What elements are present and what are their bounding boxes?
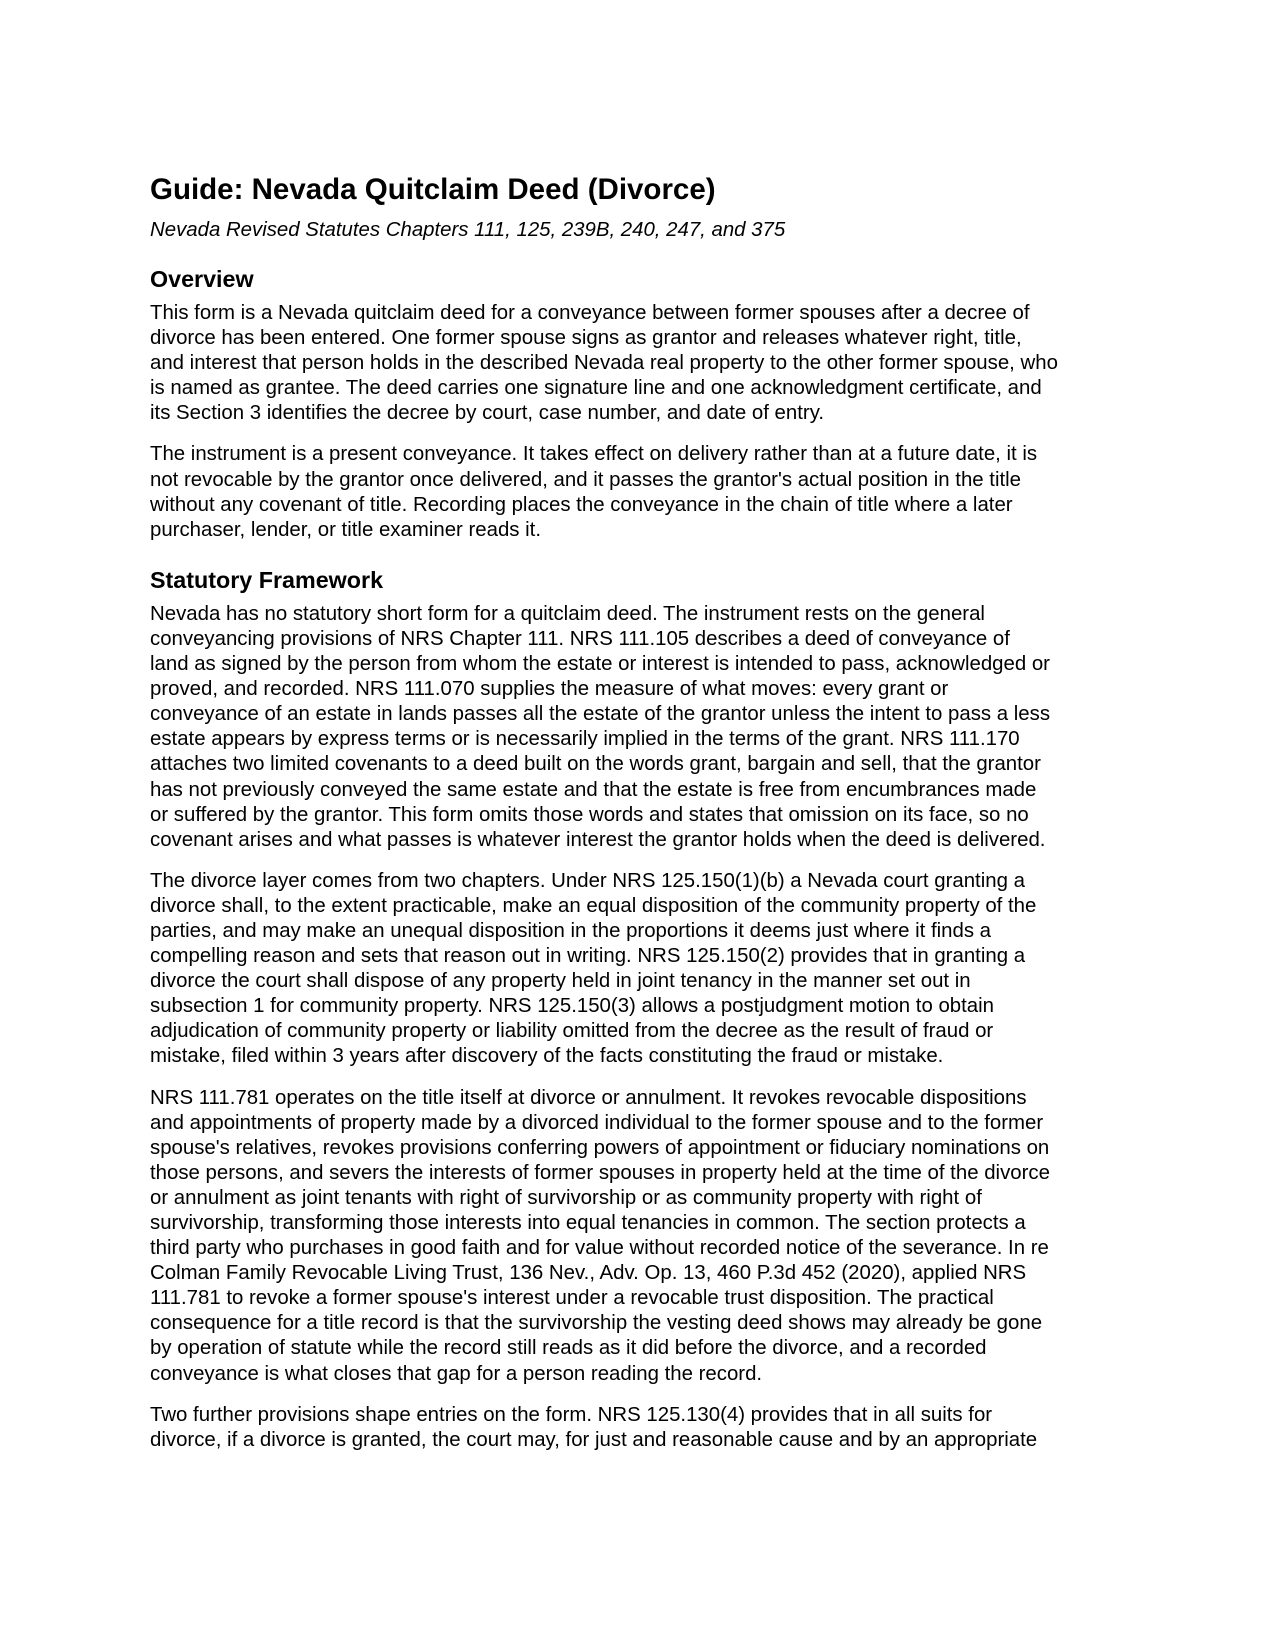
- paragraph-line: conveyancing provisions of NRS Chapter 111. NRS 111.105 describes a deed of conveyance of: [150, 627, 1010, 650]
- paragraph-line: adjudication of community property or liability omitted from the decree as the result of fraud or: [150, 1020, 994, 1043]
- paragraph-line: conveyance of an estate in lands passes all the estate of the grantor unless the intent to pass a less: [150, 703, 1051, 726]
- paragraph: [150, 1086, 1125, 1387]
- paragraph: [150, 869, 1125, 1070]
- paragraph-line: mistake, filed within 3 years after discovery of the facts constituting the fraud or mistake.: [150, 1045, 944, 1068]
- paragraph-line: divorce shall, to the extent practicable, make an equal disposition of the community property of the: [150, 894, 1037, 917]
- paragraph-line: those persons, and severs the interests of former spouses in property held at the time of the divorce: [150, 1161, 1050, 1184]
- paragraph-line: compelling reason and sets that reason out in writing. NRS 125.150(2) provides that in granting a: [150, 945, 1026, 968]
- paragraph-line: consequence for a title record is that the survivorship the vesting deed shows may already be gone: [150, 1312, 1043, 1335]
- paragraph-line: third party who purchases in good faith and for value without recorded notice of the severance. In re: [150, 1237, 1049, 1260]
- section-statutory-framework: [150, 565, 1125, 1453]
- paragraph-line: NRS 111.781 operates on the title itself at divorce or annulment. It revokes revocable dispositions: [150, 1086, 1027, 1109]
- paragraph-line: land as signed by the person from whom the estate or interest is intended to pass, acknowledged or: [150, 653, 1050, 676]
- paragraph-line: The divorce layer comes from two chapters. Under NRS 125.150(1)(b) a Nevada court granting a: [150, 869, 1025, 892]
- document-subtitle: Nevada Revised Statutes Chapters 111, 125, 239B, 240, 247, and 375: [150, 219, 786, 241]
- paragraph-line: its Section 3 identifies the decree by court, case number, and date of entry.: [150, 402, 825, 425]
- section-overview: [150, 264, 1125, 543]
- paragraph-line: The instrument is a present conveyance. It takes effect on delivery rather than at a future date, it is: [150, 443, 1038, 466]
- section-heading: Overview: [150, 266, 254, 292]
- paragraph-line: attaches two limited covenants to a deed built on the words grant, bargain and sell, that the grantor: [150, 753, 1041, 776]
- paragraph: [150, 602, 1125, 853]
- paragraph: [150, 301, 1125, 426]
- paragraph-line: or annulment as joint tenants with right of survivorship or as community property with right of: [150, 1186, 982, 1209]
- paragraph-line: survivorship, transforming those interests into equal tenancies in common. The section protects a: [150, 1212, 1026, 1234]
- paragraph: [150, 1403, 1125, 1453]
- paragraph-line: has not previously conveyed the same estate and that the estate is free from encumbrances made: [150, 778, 1037, 801]
- paragraph-line: Colman Family Revocable Living Trust, 136 Nev., Adv. Op. 13, 460 P.3d 452 (2020), applied NRS: [150, 1262, 1027, 1285]
- paragraph-line: or suffered by the grantor. This form omits those words and states that omission on its face, so no: [150, 803, 1029, 826]
- paragraph-line: not revocable by the grantor once delivered, and it passes the grantor's actual position in the title: [150, 468, 1022, 491]
- paragraph-line: divorce has been entered. One former spouse signs as grantor and releases whatever right, title,: [150, 327, 1022, 350]
- paragraph-line: covenant arises and what passes is whatever interest the grantor holds when the deed is delivered.: [150, 828, 1046, 851]
- document-page: [150, 172, 1125, 1469]
- paragraph-line: is named as grantee. The deed carries one signature line and one acknowledgment certificate, and: [150, 377, 1042, 400]
- paragraph-line: divorce the court shall dispose of any property held in joint tenancy in the manner set out in: [150, 970, 971, 993]
- paragraph-line: without any covenant of title. Recording places the conveyance in the chain of title where a later: [150, 493, 1013, 516]
- paragraph-line: and appointments of property made by a divorced individual to the former spouse and to the former: [150, 1111, 1044, 1134]
- paragraph-line: Nevada has no statutory short form for a quitclaim deed. The instrument rests on the general: [150, 602, 985, 625]
- paragraph-line: Two further provisions shape entries on the form. NRS 125.130(4) provides that in all suits for: [150, 1403, 993, 1426]
- paragraph-line: proved, and recorded. NRS 111.070 supplies the measure of what moves: every grant or: [150, 678, 949, 701]
- paragraph-line: and interest that person holds in the described Nevada real property to the other former spouse, who: [150, 352, 1058, 375]
- paragraph-line: estate appears by express terms or is necessarily implied in the terms of the grant. NRS 111.170: [150, 728, 1020, 751]
- paragraph-line: purchaser, lender, or title examiner reads it.: [150, 518, 542, 541]
- paragraph-line: This form is a Nevada quitclaim deed for a conveyance between former spouses after a decree of: [150, 302, 1030, 324]
- paragraph: [150, 442, 1125, 542]
- paragraph-line: by operation of statute while the record still reads as it did before the divorce, and a recorded: [150, 1337, 987, 1360]
- paragraph-line: divorce, if a divorce is granted, the court may, for just and reasonable cause and by an appropriate: [150, 1428, 1038, 1451]
- section-heading: Statutory Framework: [150, 566, 384, 593]
- paragraph-line: conveyance is what closes that gap for a person reading the record.: [150, 1362, 763, 1385]
- paragraph-line: subsection 1 for community property. NRS 125.150(3) allows a postjudgment motion to obtain: [150, 995, 995, 1018]
- paragraph-line: 111.781 to revoke a former spouse's interest under a revocable trust disposition. The practical: [150, 1287, 994, 1310]
- document-body: [150, 264, 1125, 1453]
- paragraph-line: spouse's relatives, revokes provisions conferring powers of appointment or fiduciary nominations on: [150, 1136, 1050, 1159]
- document-title: Guide: Nevada Quitclaim Deed (Divorce): [150, 173, 716, 206]
- paragraph-line: parties, and may make an unequal disposition in the proportions it deems just where it finds a: [150, 919, 992, 942]
